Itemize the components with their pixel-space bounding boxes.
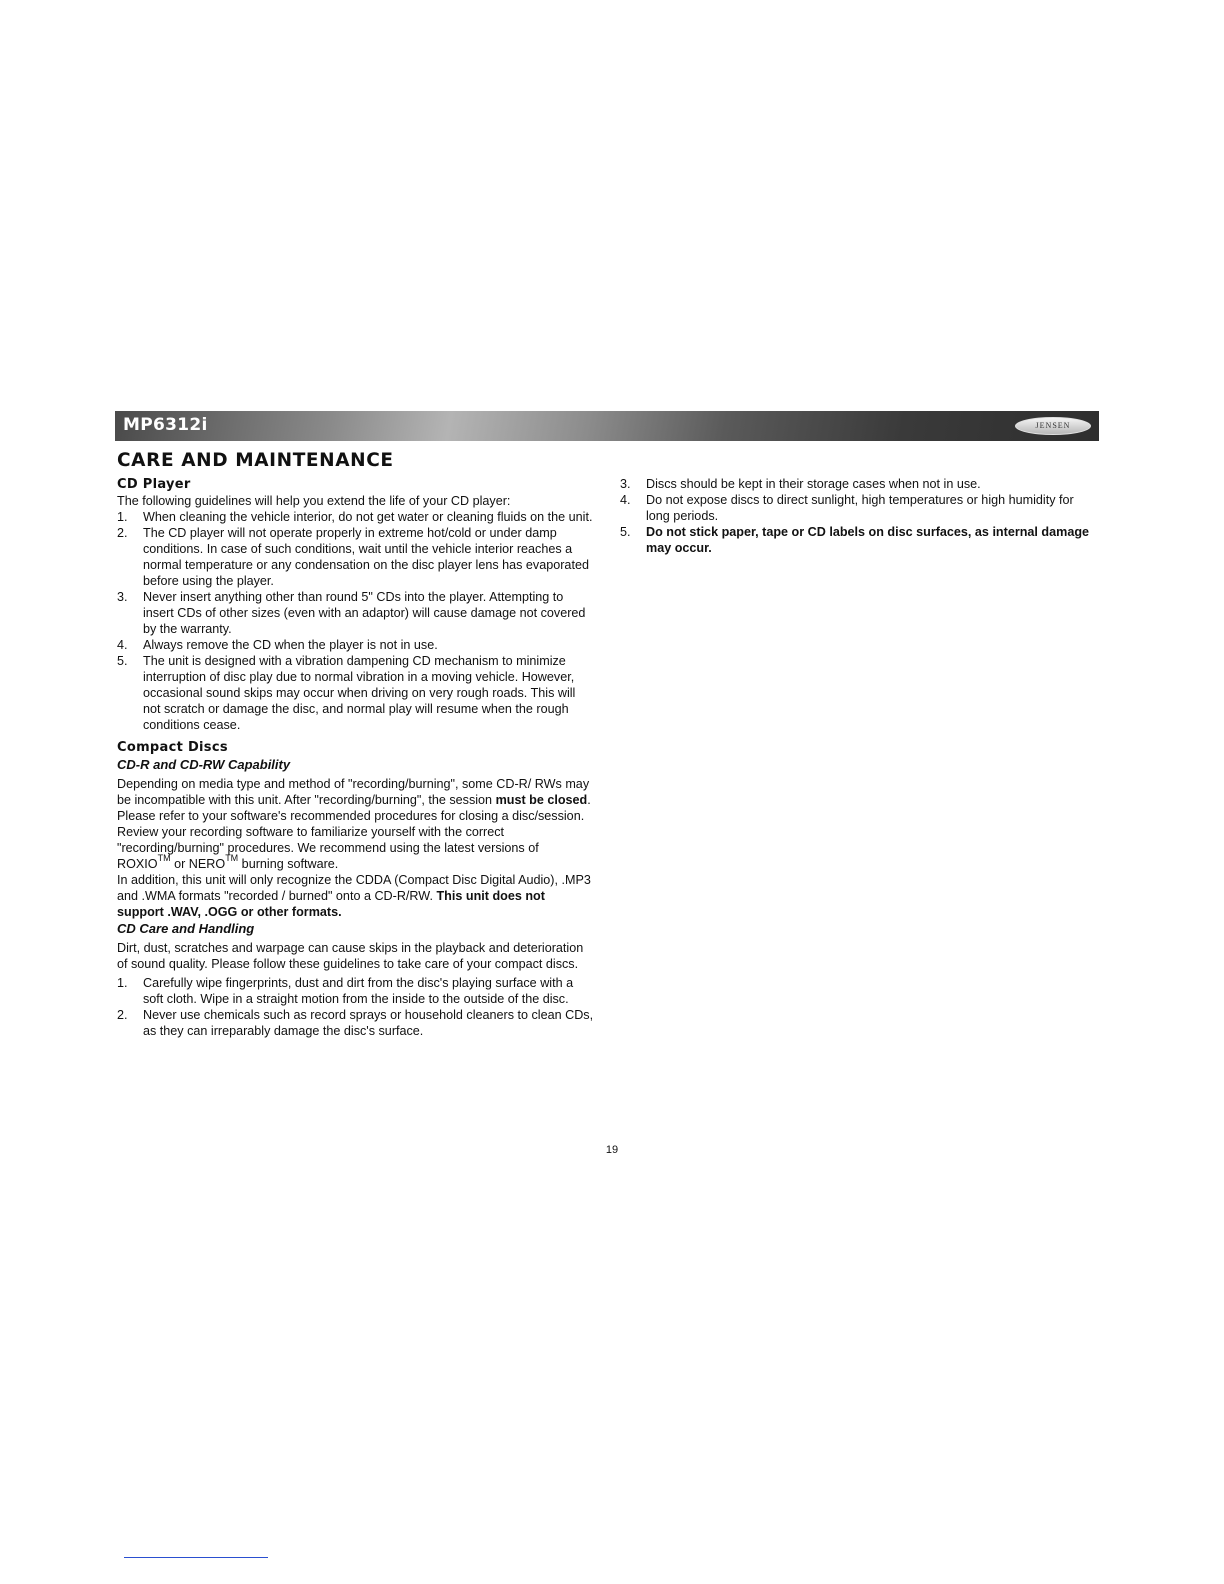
brand-logo-text: JENSEN [1035, 421, 1071, 430]
text-run: Depending on media type and method of "recording/burning", some CD-R/ RWs may be incompatible with this unit. After "recording/burning", the session [117, 777, 590, 807]
list-item [117, 975, 595, 1007]
text-run: In addition, this unit will only recognize the CDDA (Compact Disc Digital Audio), .MP3 and .WMA formats "recorded / burned" onto a CD-R/RW. [117, 873, 591, 903]
cd-player-heading: CD Player [117, 477, 191, 492]
cd-care-list-part1 [117, 975, 595, 1039]
text-run: burning software. [238, 857, 339, 871]
list-item [117, 525, 595, 589]
right-column [620, 476, 1098, 556]
list-item [117, 637, 595, 653]
cd-care-subheading: CD Care and Handling [117, 921, 255, 936]
text-run-bold: This unit does not support .WAV, .OGG or other formats. [117, 889, 545, 919]
text-run-bold: must be closed [495, 793, 588, 807]
cdr-paragraph [117, 776, 595, 872]
list-item [620, 492, 1098, 524]
list-text: Do not expose discs to direct sunlight, high temperatures or high humidity for long periods. [646, 493, 1074, 523]
list-number: 4. [620, 493, 631, 507]
cd-player-intro: The following guidelines will help you extend the life of your CD player: [117, 494, 511, 508]
list-number: 5. [117, 654, 128, 668]
list-item [117, 1007, 595, 1039]
cd-player-list [117, 509, 595, 733]
trademark-mark: TM [225, 852, 239, 863]
list-number: 4. [117, 638, 128, 652]
model-name: MP6312i [123, 415, 208, 435]
cdr-capability-subheading: CD-R and CD-RW Capability [117, 757, 291, 772]
cd-care-intro: Dirt, dust, scratches and warpage can cause skips in the playback and deterioration of sound quality. Please follow these guidelines to take care of your compact discs. [117, 941, 584, 971]
list-text: Do not stick paper, tape or CD labels on disc surfaces, as internal damage may occur. [646, 525, 1090, 555]
text-run: or NERO [170, 857, 226, 871]
list-item [620, 476, 1098, 492]
compact-discs-heading: Compact Discs [117, 740, 228, 755]
list-item [117, 509, 595, 525]
list-text: Never insert anything other than round 5" CDs into the player. Attempting to insert CDs of other sizes (even with an adaptor) will cause damage not covered by the warranty. [143, 590, 586, 636]
list-number: 2. [117, 1008, 128, 1022]
trademark-mark: TM [157, 852, 171, 863]
text-run: . Please refer to your software's recommended procedures for closing a disc/session. Review your recording software to familiarize yourself with the correct "recording/burning" procedures. We recommend using the latest versions of ROXIO [117, 793, 591, 871]
list-text: Never use chemicals such as record sprays or household cleaners to clean CDs, as they can irreparably damage the disc's surface. [143, 1008, 594, 1038]
footer-rule [124, 1557, 268, 1558]
left-column [117, 476, 595, 1039]
list-text: Always remove the CD when the player is not in use. [143, 638, 438, 652]
list-number: 3. [117, 590, 128, 604]
list-number: 2. [117, 526, 128, 540]
list-item [117, 589, 595, 637]
format-paragraph [117, 872, 595, 920]
cd-care-list-part2 [620, 476, 1098, 556]
page-number: 19 [605, 1144, 619, 1156]
list-text: The unit is designed with a vibration dampening CD mechanism to minimize interruption of disc play due to normal vibration in a moving vehicle. However, occasional sound skips may occur when driving on very rough roads. This will not scratch or damage the disc, and normal play will resume when the rough conditions cease. [143, 654, 576, 732]
list-number: 1. [117, 510, 128, 524]
list-number: 5. [620, 525, 631, 539]
list-text: The CD player will not operate properly in extreme hot/cold or under damp conditions. In case of such conditions, wait until the vehicle interior reaches a normal temperature or any condensation on the disc player lens has evaporated before using the player. [143, 526, 589, 588]
page-title: CARE AND MAINTENANCE [117, 450, 394, 471]
brand-logo [1015, 417, 1091, 435]
list-item [620, 524, 1098, 556]
list-item [117, 653, 595, 733]
list-number: 1. [117, 976, 128, 990]
list-text: Discs should be kept in their storage cases when not in use. [646, 477, 981, 491]
list-text: When cleaning the vehicle interior, do not get water or cleaning fluids on the unit. [143, 510, 593, 524]
header-banner [115, 411, 1099, 441]
list-text: Carefully wipe fingerprints, dust and dirt from the disc's playing surface with a soft cloth. Wipe in a straight motion from the inside to the outside of the disc. [143, 976, 574, 1006]
list-number: 3. [620, 477, 631, 491]
